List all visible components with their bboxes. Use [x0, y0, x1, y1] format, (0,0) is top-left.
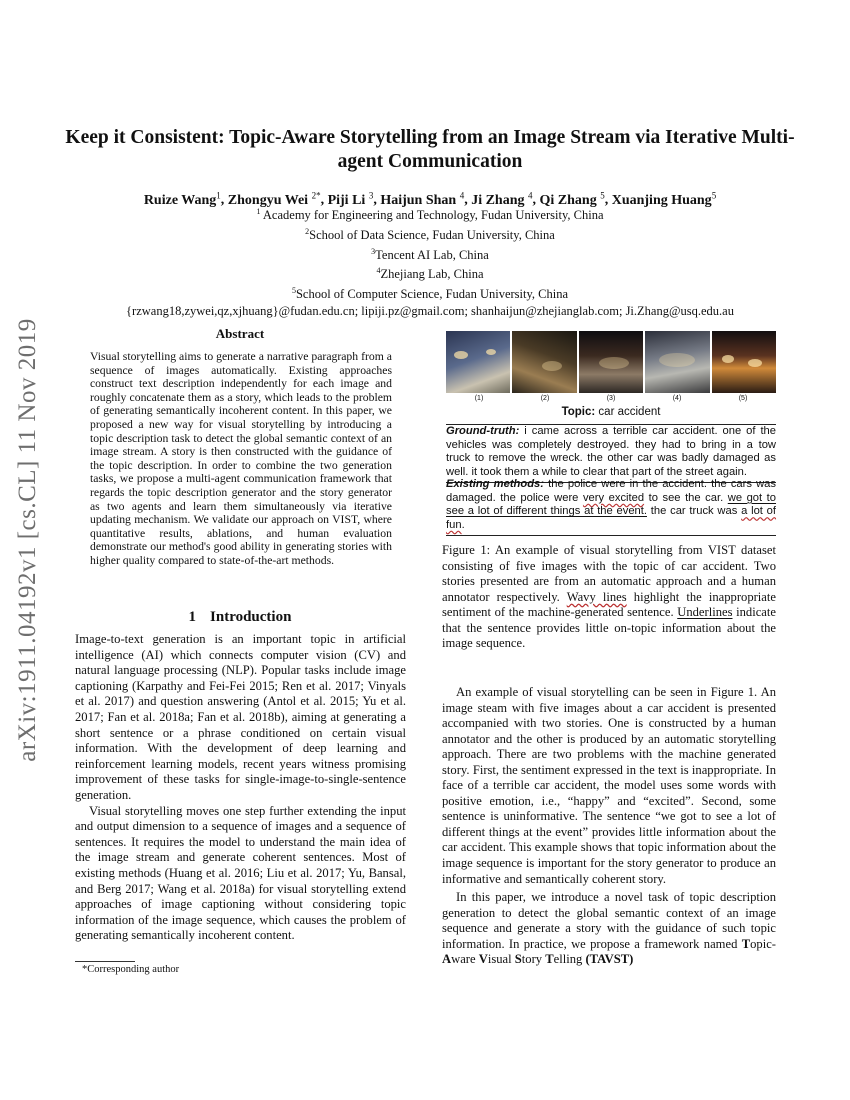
author: Haijun Shan $^4$ — [380, 190, 465, 208]
author-list: Ruize Wang$^1$, Zhongyu Wei $^{2*}$, Piji Li $^3$, Haijun Shan $^4$, Ji Zhang $^4$, Qi Zhang $^5$, Xuanjing Huang$^5$ — [143, 190, 717, 208]
paragraph: Image-to-text generation is an important topic in artificial intelligence (AI) which connects computer vision (CV) and natural language processing (NLP). Popular tasks include image captioning (Karpathy and Fei-Fei 2015; Ren et al. 2017; Vinyals et al. 2017) and question answering (Antol et al. 2015; Yu et al. 2017; Fan et al. 2018a; Fan et al. 2018b), aiming at generating a short sentence or a phrase conditioned on certain visual information. With the development of deep learning and reinforcement learning models, recent years witness promising improvement of these tasks for single-image-to-single-sentence generation. — [75, 632, 406, 802]
paper-title: Keep it Consistent: Topic-Aware Storytelling from an Image Stream via Iterative Multi-agent Communication — [65, 127, 795, 172]
affiliation: $^1$ Academy for Engineering and Technology, Fudan University, China — [256, 207, 604, 223]
affiliations — [60, 204, 800, 319]
footnote-rule — [75, 961, 135, 962]
image-label: (1) — [474, 395, 484, 402]
paragraph: Visual storytelling moves one step further extending the input and output dimension to a sequence of images and a sequence of sentences. It requires the model to understand the main idea of the image stream and generate coherent sentences. Most of existing methods (Huang et al. 2016; Liu et al. 2017; Yu, Bansal, and Berg 2017; Wang et al. 2018a) for visual storytelling extend approaches of image captioning without considering topic information of the image sequence, which causes the problem of generating semantically incoherent content. — [75, 803, 406, 943]
image-index-labels — [446, 395, 776, 402]
abstract-text: Visual storytelling aims to generate a narrative paragraph from a sequence of images automatically. Existing approaches construct text description independently for each image and roughly concatenate them as a story, which leads to the problem of generating semantically incoherent content. In this paper, we proposed a new way for visual storytelling by introducing a topic description task to detect the global semantic context of an image stream. A story is then constructed with the guidance of the topic description. In order to combine the two generation tasks, we propose a multi-agent communication framework that regards the topic description generator and the story generator as two agents and learn them simultaneously via iterative updating mechanism. We validate our approach on VIST, where quantitative results, ablations, and human evaluation demonstrate our method's good ability in generating stories with higher quality compared to state-of-the-art methods. — [90, 350, 392, 567]
affiliation: $^3$Tencent AI Lab, China — [371, 246, 489, 262]
topic-line: Topic: car accident — [561, 406, 661, 418]
paragraph: An example of visual storytelling can be seen in Figure 1. An image steam with five images about a car accident is presented accompanied with two stories. One is constructed by a human annotator and the other is produced by an automatic storytelling approach. There are two problems with the machine generated story. First, the sentiment expressed in the text is inappropriate. In face of a terrible car accident, the model uses some words with positive emotion, i.e., “happy” and “excited”. Second, some sentence is uninformative. The sentence “we got to see a lot of different things at the event” provides little information about the car accident. This example shows that topic information about the image sequence is important for the story generator to produce an informative and semantically coherent story. — [442, 685, 776, 886]
author: Qi Zhang $^5$ — [539, 190, 605, 208]
email-list: {rzwang18,zywei,qz,xjhuang}@fudan.edu.cn; lipiji.pz@gmail.com; shanhaijun@zhejianglab.com; Ji.Zhang@usq.edu.au — [126, 303, 734, 318]
story-image-2 — [512, 331, 576, 393]
image-label: (5) — [738, 395, 748, 402]
author: Xuanjing Huang$^5$ — [611, 190, 717, 208]
existing-methods-story: Existing methods: the police were in the accident. the cars was damaged. the police were very excited to see the car. we got to see a lot of different things at the event. the car truck was a lot of fun. — [446, 478, 776, 536]
image-label: (4) — [672, 395, 682, 402]
figure-caption: Figure 1: An example of visual storytelling from VIST dataset consisting of five images with the topic of car accident. Two stories presented are from an automatic approach and a human annotator respectively. Wavy lines highlight the inappropriate sentiment of the machine-generated sentence. Underlines indicate that the sentence provides little on-topic information about the image sequence. — [442, 543, 776, 650]
image-label: (2) — [540, 395, 550, 402]
story-image-4 — [645, 331, 709, 393]
abstract-heading: Abstract — [215, 326, 265, 341]
author: Zhongyu Wei $^{2*}$ — [227, 190, 321, 208]
image-label: (3) — [606, 395, 616, 402]
ground-truth-story: Ground-truth: i came across a terrible car accident. one of the vehicles was completely destroyed. they had to bring in a tow truck to remove the wreck. the other car was badly damaged as well. it took them a while to clear that part of the street again. — [446, 424, 776, 483]
affiliation: $^4$Zhejiang Lab, China — [376, 266, 484, 282]
paragraph: In this paper, we introduce a novel task of topic description generation to detect the global semantic context of an image sequence and generate a story with the guidance of such topic information. In practice, we propose a framework named Topic-Aware Visual Story Telling (TAVST) — [442, 890, 777, 967]
story-image-5 — [712, 331, 776, 393]
right-column-body — [442, 685, 776, 968]
image-stream — [446, 331, 776, 393]
author: Ji Zhang $^4$ — [471, 190, 533, 208]
underline-highlight: we got to see a lot of different things at the event. — [446, 491, 777, 518]
footnote: *Corresponding author — [82, 964, 180, 975]
affiliation: $^2$School of Data Science, Fudan University, China — [305, 226, 555, 242]
story-image-1 — [446, 331, 510, 393]
introduction-body — [75, 632, 406, 944]
section-heading-introduction: 1 Introduction — [188, 609, 292, 625]
wavy-highlight: very excited — [582, 491, 645, 504]
wavy-highlight: a lot of fun — [446, 505, 777, 532]
arxiv-side-identifier: arXiv:1911.04192v1 [cs.CL] 11 Nov 2019 — [14, 318, 41, 762]
author: Ruize Wang$^1$ — [143, 190, 221, 208]
story-image-3 — [579, 331, 643, 393]
author: Piji Li $^3$ — [327, 190, 374, 208]
affiliation: $^5$School of Computer Science, Fudan University, China — [291, 286, 569, 302]
